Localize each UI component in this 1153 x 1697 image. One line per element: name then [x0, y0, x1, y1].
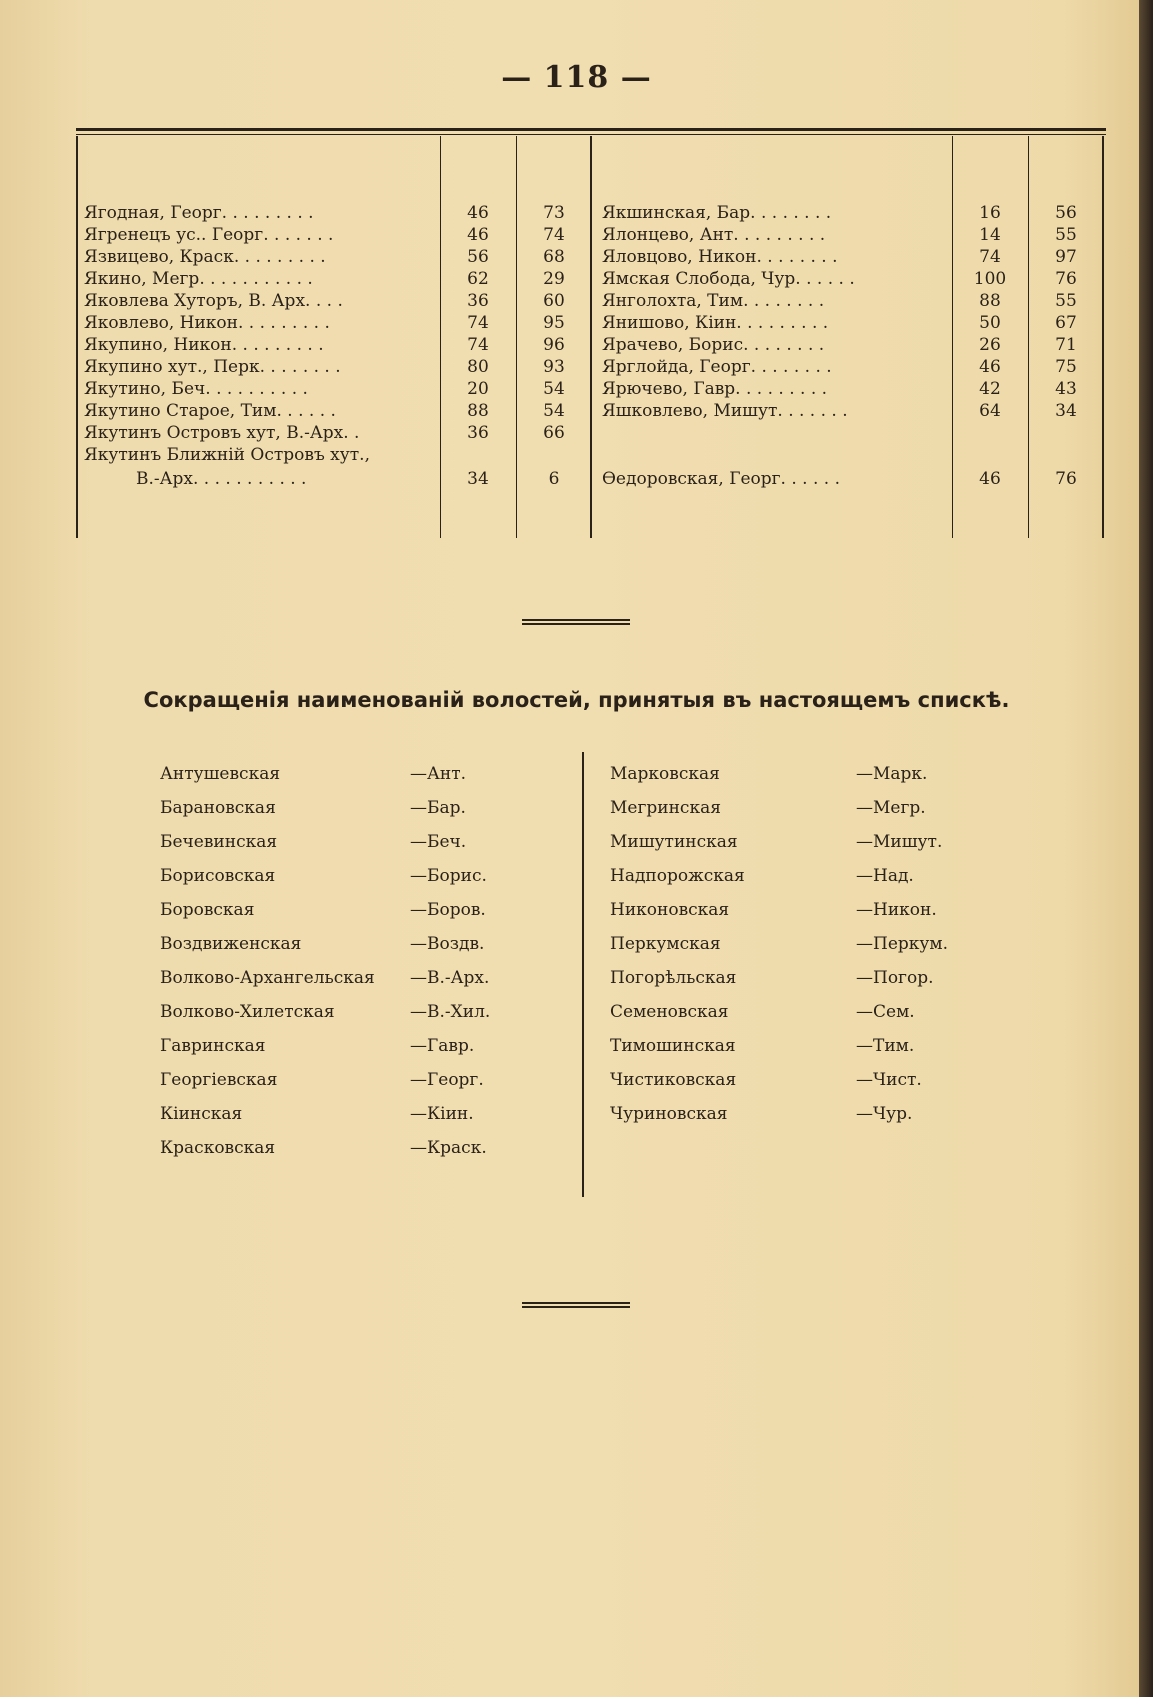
abbreviation-row — [0, 828, 1153, 856]
volost-abbreviation: —Погор. — [856, 968, 934, 988]
volost-abbreviation: —Мишут. — [856, 832, 943, 852]
volost-abbreviation: —В.-Арх. — [410, 968, 490, 988]
entry-page: 36 — [467, 291, 489, 311]
table-row — [76, 400, 590, 422]
entry-number: 97 — [1055, 247, 1077, 267]
volost-abbreviation: —Никон. — [856, 900, 937, 920]
table-top-rule — [76, 128, 1106, 131]
entry-page: 26 — [979, 335, 1001, 355]
entry-number: 43 — [1055, 379, 1077, 399]
entry-name: Ягренецъ ус.. Георг. . . . . . . — [84, 225, 334, 245]
volost-abbreviation: —Ант. — [410, 764, 467, 784]
table-row — [76, 224, 590, 246]
volost-abbreviation: —Чист. — [856, 1070, 922, 1090]
table-row — [590, 312, 1104, 334]
volost-name: Антушевская — [160, 764, 281, 784]
table-row — [76, 202, 590, 224]
table-row — [590, 224, 1104, 246]
table-row — [76, 468, 590, 490]
entry-number: 55 — [1055, 291, 1077, 311]
entry-page: 80 — [467, 357, 489, 377]
volost-name: Барановская — [160, 798, 276, 818]
table-row — [76, 356, 590, 378]
table-row — [590, 400, 1104, 422]
entry-number: 56 — [1055, 203, 1077, 223]
entry-number: 68 — [543, 247, 565, 267]
index-table — [76, 128, 1106, 548]
table-row — [590, 334, 1104, 356]
volost-name: Тимошинская — [610, 1036, 736, 1056]
volost-name: Гавринская — [160, 1036, 266, 1056]
abbreviation-row — [0, 794, 1153, 822]
table-row — [590, 378, 1104, 400]
table-row — [76, 268, 590, 290]
volost-abbreviation: —Мегр. — [856, 798, 926, 818]
entry-name: Ягодная, Георг. . . . . . . . . — [84, 203, 314, 223]
entry-name: Якупино хут., Перк. . . . . . . . — [84, 357, 341, 377]
entry-page: 46 — [467, 203, 489, 223]
entry-page: 16 — [979, 203, 1001, 223]
volost-abbreviation: —Марк. — [856, 764, 928, 784]
volost-name: Волково-Хилетская — [160, 1002, 335, 1022]
entry-name: Яшковлево, Мишут. . . . . . . — [602, 401, 848, 421]
volost-name: Мишутинская — [610, 832, 738, 852]
abbreviation-row — [0, 998, 1153, 1026]
volost-name: Мегринская — [610, 798, 721, 818]
volost-abbreviation: —Краск. — [410, 1138, 487, 1158]
table-row — [590, 268, 1104, 290]
volost-abbreviation: —Боров. — [410, 900, 486, 920]
separator-line — [522, 1302, 630, 1304]
table-row — [76, 246, 590, 268]
entry-page: 74 — [979, 247, 1001, 267]
volost-name: Кіинская — [160, 1104, 243, 1124]
entry-number: 93 — [543, 357, 565, 377]
volost-name: Семеновская — [610, 1002, 729, 1022]
abbreviation-row — [0, 1134, 580, 1162]
volost-name: Бечевинская — [160, 832, 278, 852]
entry-number: 54 — [543, 401, 565, 421]
entry-page: 74 — [467, 335, 489, 355]
abbreviation-row — [0, 1066, 1153, 1094]
volost-abbreviation: —Перкум. — [856, 934, 949, 954]
abbreviation-row — [0, 930, 1153, 958]
volost-abbreviation: —В.-Хил. — [410, 1002, 491, 1022]
entry-name: Якутино Старое, Тим. . . . . . — [84, 401, 336, 421]
entry-page: 62 — [467, 269, 489, 289]
table-row — [76, 334, 590, 356]
volost-abbreviation: —Георг. — [410, 1070, 484, 1090]
separator-line — [522, 623, 630, 625]
entry-number: 76 — [1055, 269, 1077, 289]
entry-page: 88 — [467, 401, 489, 421]
entry-name: Янишово, Кіин. . . . . . . . . — [602, 313, 829, 333]
entry-name: Якино, Мегр. . . . . . . . . . . — [84, 269, 313, 289]
entry-number: 54 — [543, 379, 565, 399]
volost-name: Волково-Архангельская — [160, 968, 375, 988]
entry-number: 76 — [1055, 469, 1077, 489]
entry-name: Яковлево, Никон. . . . . . . . . — [84, 313, 330, 333]
volost-abbreviation: —Борис. — [410, 866, 487, 886]
entry-page: 20 — [467, 379, 489, 399]
table-row — [76, 444, 590, 466]
volost-abbreviation: —Чур. — [856, 1104, 913, 1124]
entry-number: 6 — [548, 469, 560, 489]
entry-name: Яковлева Хуторъ, В. Арх. . . . — [84, 291, 343, 311]
entry-name: Ѳедоровская, Георг. . . . . . — [602, 469, 840, 489]
entry-name: Яловцово, Никон. . . . . . . . — [602, 247, 838, 267]
entry-number: 95 — [543, 313, 565, 333]
volost-name: Боровская — [160, 900, 255, 920]
volost-abbreviation: —Кіин. — [410, 1104, 474, 1124]
separator-line — [522, 619, 630, 621]
table-row — [76, 312, 590, 334]
volost-name: Чуриновская — [610, 1104, 728, 1124]
separator-line — [522, 1306, 630, 1308]
volost-name: Георгіевская — [160, 1070, 278, 1090]
volost-name: Воздвиженская — [160, 934, 302, 954]
entry-name: Якутино, Беч. . . . . . . . . . — [84, 379, 308, 399]
entry-name: Якутинъ Ближній Островъ хут., — [84, 445, 370, 465]
table-row — [590, 356, 1104, 378]
entry-name: Ялонцево, Ант. . . . . . . . . — [602, 225, 826, 245]
entry-name: Якутинъ Островъ хут, В.-Арх. . — [84, 423, 360, 443]
entry-number: 34 — [1055, 401, 1077, 421]
table-row — [590, 290, 1104, 312]
volost-name: Никоновская — [610, 900, 730, 920]
volost-abbreviation: —Гавр. — [410, 1036, 475, 1056]
entry-page: 46 — [979, 357, 1001, 377]
volost-abbreviation: —Беч. — [410, 832, 467, 852]
volost-abbreviation: —Бар. — [410, 798, 466, 818]
entry-page: 46 — [467, 225, 489, 245]
table-top-rule-thin — [76, 134, 1106, 135]
abbreviation-row — [0, 760, 1153, 788]
entry-name: Ямская Слобода, Чур. . . . . . — [602, 269, 855, 289]
table-row — [76, 378, 590, 400]
table-row — [590, 468, 1104, 490]
entry-name: Язвицево, Краск. . . . . . . . . — [84, 247, 326, 267]
entry-page: 74 — [467, 313, 489, 333]
entry-name: Янголохта, Тим. . . . . . . . — [602, 291, 825, 311]
entry-page: 50 — [979, 313, 1001, 333]
entry-page: 36 — [467, 423, 489, 443]
volost-name: Красковская — [160, 1138, 276, 1158]
entry-number: 67 — [1055, 313, 1077, 333]
abbreviations-list — [0, 760, 1153, 1210]
entry-page: 14 — [979, 225, 1001, 245]
entry-number: 75 — [1055, 357, 1077, 377]
entry-number: 73 — [543, 203, 565, 223]
abbreviation-row — [0, 896, 1153, 924]
entry-number: 71 — [1055, 335, 1077, 355]
abbreviation-row — [0, 1032, 1153, 1060]
table-row — [76, 422, 590, 444]
table-row — [76, 290, 590, 312]
entry-number: 74 — [543, 225, 565, 245]
abbreviation-row — [0, 964, 1153, 992]
entry-number: 55 — [1055, 225, 1077, 245]
entry-name: Ярглойда, Георг. . . . . . . . — [602, 357, 832, 377]
volost-abbreviation: —Над. — [856, 866, 914, 886]
volost-name: Марковская — [610, 764, 720, 784]
entry-name: Якшинская, Бар. . . . . . . . — [602, 203, 832, 223]
entry-number: 60 — [543, 291, 565, 311]
entry-number: 66 — [543, 423, 565, 443]
entry-page: 42 — [979, 379, 1001, 399]
entry-page: 34 — [467, 469, 489, 489]
table-row — [590, 202, 1104, 224]
volost-abbreviation: —Сем. — [856, 1002, 915, 1022]
entry-name: Ярючево, Гавр. . . . . . . . . — [602, 379, 828, 399]
volost-name: Перкумская — [610, 934, 721, 954]
volost-abbreviation: —Воздв. — [410, 934, 485, 954]
table-row — [590, 246, 1104, 268]
abbreviations-heading: Сокращенія наименованій волостей, принятыя въ настоящемъ спискѣ. — [143, 688, 1010, 712]
volost-name: Погорѣльская — [610, 968, 737, 988]
entry-page: 56 — [467, 247, 489, 267]
entry-number: 29 — [543, 269, 565, 289]
entry-page: 88 — [979, 291, 1001, 311]
entry-name: В.-Арх. . . . . . . . . . . — [136, 469, 307, 489]
volost-abbreviation: —Тим. — [856, 1036, 915, 1056]
entry-name: Якупино, Никон. . . . . . . . . — [84, 335, 324, 355]
entry-page: 100 — [973, 269, 1007, 289]
volost-name: Борисовская — [160, 866, 276, 886]
entry-name: Ярачево, Борис. . . . . . . . — [602, 335, 825, 355]
abbreviation-row — [0, 862, 1153, 890]
entry-page: 46 — [979, 469, 1001, 489]
entry-page: 64 — [979, 401, 1001, 421]
volost-name: Чистиковская — [610, 1070, 737, 1090]
entry-number: 96 — [543, 335, 565, 355]
page-number: — 118 — — [501, 60, 652, 95]
volost-name: Надпорожская — [610, 866, 745, 886]
abbreviation-row — [0, 1100, 1153, 1128]
